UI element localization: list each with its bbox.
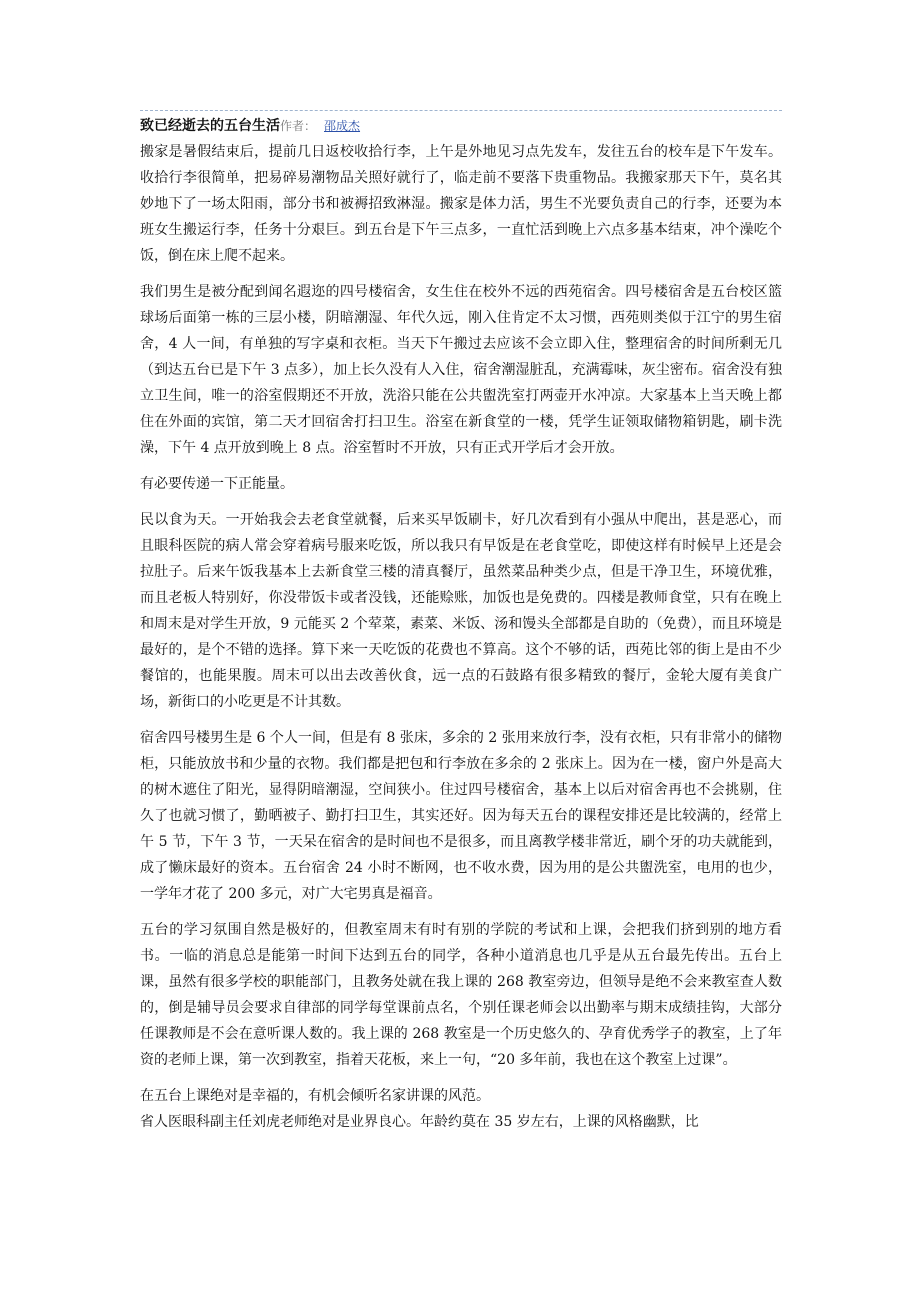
author-link[interactable]: 邵成杰 xyxy=(324,119,361,133)
top-divider xyxy=(140,110,782,111)
paragraph-positive-energy: 有必要传递一下正能量。 xyxy=(140,476,294,492)
paragraph-dormitory: 我们男生是被分配到闻名遐迩的四号楼宿舍，女生住在校外不远的西苑宿舍。四号楼宿舍是五台校区篮球场后面第一栋的三层小楼，阴暗潮湿、年代久远，刚入住肯定不太习惯，西苑则类似于江宁的男生宿舍，4 人一间，有单独的写字桌和衣柜。当天下午搬过去应该不会立即入住，整理宿舍的时间所剩无几（到达五台已是下午 3 点多），加上长久没有人入住，宿舍潮湿脏乱，充满霉味，灰尘密布。宿舍没有独立卫生间，唯一的浴室假期还不开放，洗浴只能在公共盥洗室打两壶开水冲凉。大家基本上当天晚上都住在外面的宾馆，第二天才回宿舍打扫卫生。浴室在新食堂的一楼，凭学生证领取储物箱钥匙，刷卡洗澡，下午 4 点开放到晚上 8 点。浴室暂时不开放，只有正式开学后才会开放。 xyxy=(140,284,782,456)
article-title: 致已经逝去的五台生活 xyxy=(140,118,280,134)
title-line xyxy=(140,114,782,138)
paragraph-teacher: 省人医眼科副主任刘虎老师绝对是业界良心。年龄约莫在 35 岁左右，上课的风格幽默，比 xyxy=(140,1114,699,1130)
paragraph-lectures: 在五台上课绝对是幸福的，有机会倾听名家讲课的风范。 xyxy=(140,1088,490,1104)
paragraph-food: 民以食为天。一开始我会去老食堂就餐，后来买早饭刷卡，好几次看到有小强从中爬出，甚是恶心，而且眼科医院的病人常会穿着病号服来吃饭，所以我只有早饭是在老食堂吃，即使这样有时候早上还是会拉肚子。后来午饭我基本上去新食堂三楼的清真餐厅，虽然菜品种类少点，但是干净卫生，环境优雅，而且老板人特别好，你没带饭卡或者没钱，还能赊账，加饭也是免费的。四楼是教师食堂，只有在晚上和周末是对学生开放，9 元能买 2 个荤菜，素菜、米饭、汤和馒头全部都是自助的（免费），而且环境是最好的，是个不错的选择。算下来一天吃饭的花费也不算高。这个不够的话，西苑比邻的街上是由不少餐馆的，也能果腹。周末可以出去改善伙食，远一点的石鼓路有很多精致的餐厅，金轮大厦有美食广场，新街口的小吃更是不计其数。 xyxy=(140,512,782,710)
paragraph-move-in: 搬家是暑假结束后，提前几日返校收拾行李，上午是外地见习点先发车，发往五台的校车是下午发车。收拾行李很简单，把易碎易潮物品关照好就行了，临走前不要落下贵重物品。我搬家那天下午，莫名其妙地下了一场太阳雨，部分书和被褥招致淋湿。搬家是体力活，男生不光要负责自己的行李，还要为本班女生搬运行李，任务十分艰巨。到五台是下午三点多，一直忙活到晚上六点多基本结束，冲个澡吃个饭，倒在床上爬不起来。 xyxy=(140,144,782,264)
paragraph-study: 五台的学习氛围自然是极好的，但教室周末有时有别的学院的考试和上课，会把我们挤到别的地方看书。一临的消息总是能第一时间下达到五台的同学，各种小道消息也几乎是从五台最先传出。五台上课，虽然有很多学校的职能部门，且教务处就在我上课的 268 教室旁边，但领导是绝不会来教室查人数的，倒是辅导员会要求自律部的同学每堂课前点名，个别任课老师会以出勤率与期末成绩挂钩，大部分任课教师是不会在意听课人数的。我上课的 268 教室是一个历史悠久的、孕育优秀学子的教室，上了年资的老师上课，第一次到教室，指着天花板，来上一句，“20 多年前，我也在这个教室上过课”。 xyxy=(140,922,782,1068)
author-label: 作者： xyxy=(280,119,317,133)
article xyxy=(140,110,782,1135)
paragraph-building-four: 宿舍四号楼男生是 6 个人一间，但是有 8 张床，多余的 2 张用来放行李，没有衣柜，只有非常小的储物柜，只能放放书和少量的衣物。我们都是把包和行李放在多余的 2 张床上。因为在一楼，窗户外是高大的树木遮住了阳光，显得阴暗潮湿，空间狭小。住过四号楼宿舍，基本上以后对宿舍再也不会挑剔，住久了也就习惯了，勤晒被子、勤打扫卫生，其实还好。因为每天五台的课程安排还是比较满的，经常上午 5 节，下午 3 节，一天呆在宿舍的是时间也不是很多，而且离教学楼非常近，刷个牙的功夫就能到，成了懒床最好的资本。五台宿舍 24 小时不断网，也不收水费，因为用的是公共盥洗室，电用的也少，一学年才花了 200 多元，对广大宅男真是福音。 xyxy=(140,730,782,902)
